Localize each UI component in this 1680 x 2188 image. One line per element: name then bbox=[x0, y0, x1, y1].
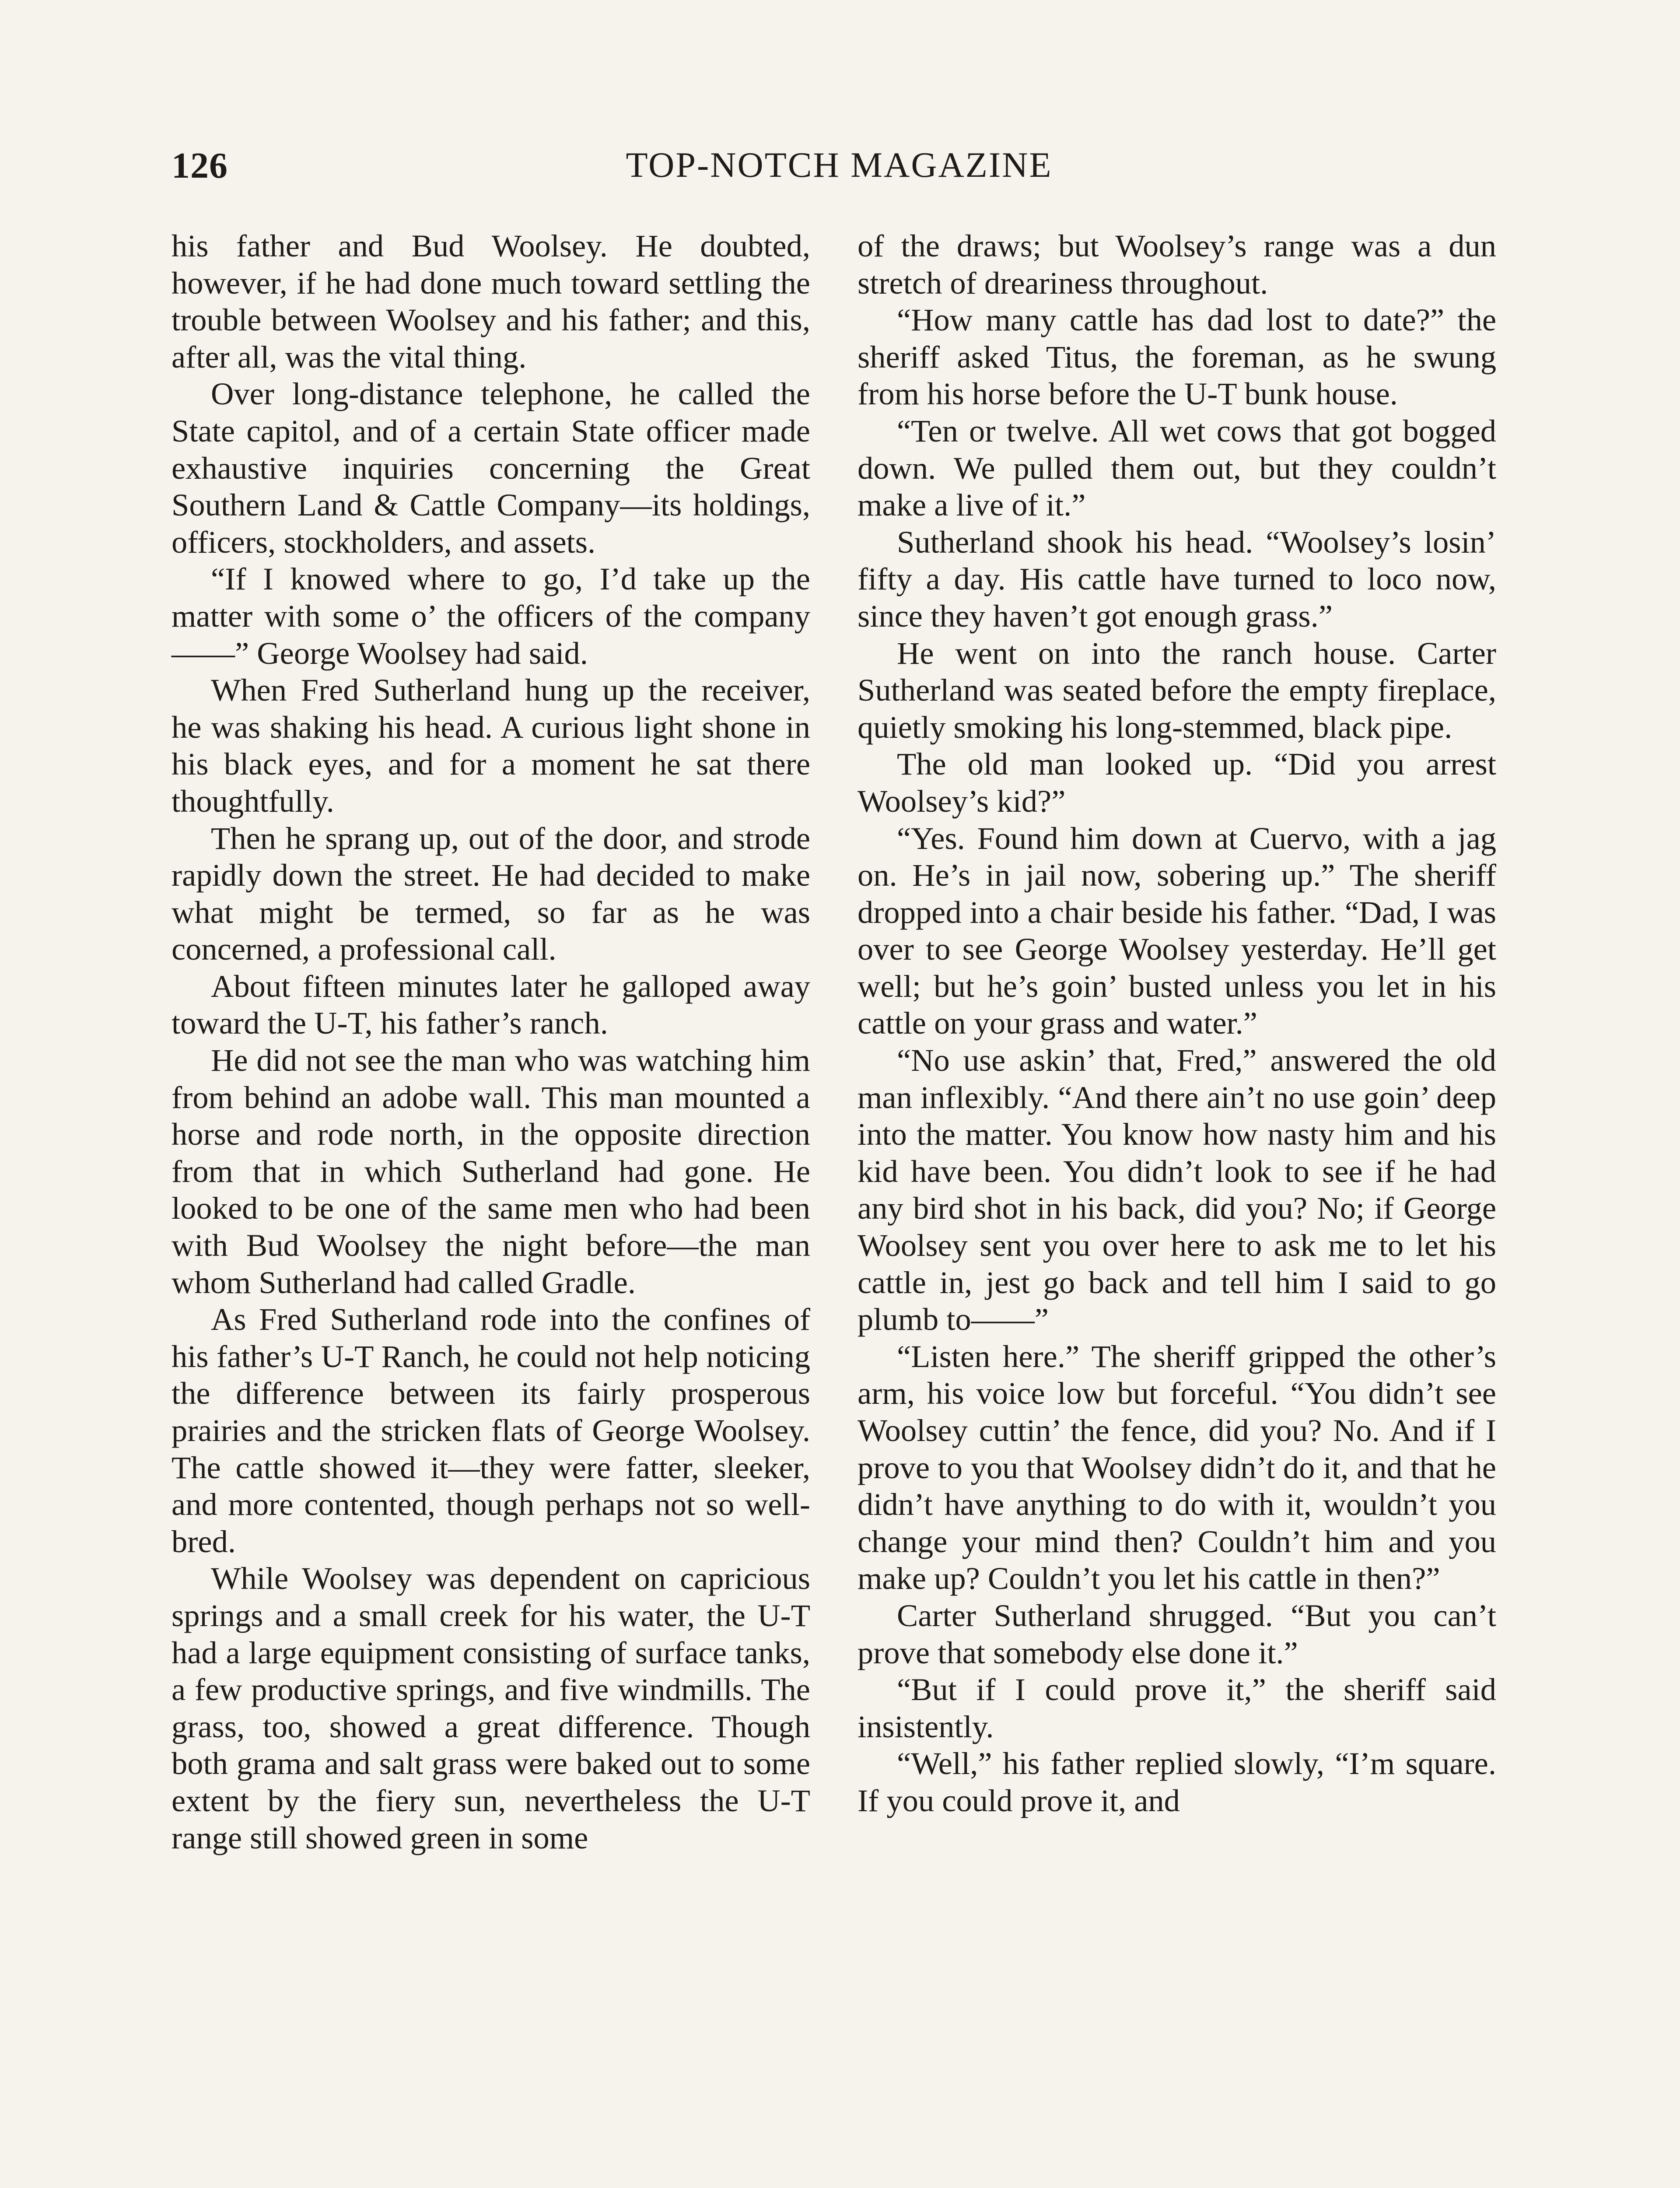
paragraph: “How many cattle has dad lost to date?” the sheriff asked Titus, the foreman, as he swung from his horse before the U-T bunk house. bbox=[858, 302, 1496, 412]
running-head: TOP-NOTCH MAGAZINE bbox=[626, 145, 1053, 185]
paragraph: As Fred Sutherland rode into the confines of his father’s U-T Ranch, he could not help noticing the difference between its fairly prosperous prairies and the stricken flats of George Woolsey. The cattle showed it—they were fatter, sleeker, and more contented, though perhaps not so well-bred. bbox=[172, 1301, 810, 1559]
paragraph: “No use askin’ that, Fred,” answered the old man inflexibly. “And there ain’t no use goin’ deep into the matter. You know how nasty him and his kid have been. You didn’t look to see if he had any bird shot in his back, did you? No; if George Woolsey sent you over here to ask me to let his cattle in, jest go back and tell him I said to go plumb to——” bbox=[858, 1042, 1496, 1337]
paragraph: “Well,” his father replied slowly, “I’m square. If you could prove it, and bbox=[858, 1746, 1496, 1818]
paragraph: He did not see the man who was watching him from behind an adobe wall. This man mounted a horse and rode north, in the opposite direction from that in which Sutherland had gone. He looked to be one of the same men who had been with Bud Woolsey the night before—the man whom Sutherland had called Gradle. bbox=[172, 1042, 810, 1300]
paragraph: He went on into the ranch house. Carter Sutherland was seated before the empty fireplace, quietly smoking his long-stemmed, black pipe. bbox=[858, 635, 1496, 745]
page-number: 126 bbox=[172, 145, 228, 186]
paragraph: Sutherland shook his head. “Woolsey’s losin’ fifty a day. His cattle have turned to loco now, since they haven’t got enough grass.” bbox=[858, 524, 1496, 634]
paragraph: Over long-distance telephone, he called the State capitol, and of a certain State officer made exhaustive inquiries concerning the Great Southern Land & Cattle Company—its holdings, officers, stockholders, and assets. bbox=[172, 376, 810, 560]
page-header bbox=[172, 144, 1507, 197]
paragraph: The old man looked up. “Did you arrest Woolsey’s kid?” bbox=[858, 746, 1496, 819]
paragraph: Carter Sutherland shrugged. “But you can’t prove that somebody else done it.” bbox=[858, 1597, 1496, 1670]
paragraph: When Fred Sutherland hung up the receiver, he was shaking his head. A curious light shone in his black eyes, and for a moment he sat there thoughtfully. bbox=[172, 672, 810, 819]
paragraph: “Ten or twelve. All wet cows that got bogged down. We pulled them out, but they couldn’t make a live of it.” bbox=[858, 413, 1496, 523]
paragraph: “Listen here.” The sheriff gripped the other’s arm, his voice low but forceful. “You didn’t see Woolsey cuttin’ the fence, did you? No. And if I prove to you that Woolsey didn’t do it, and that he didn’t have anything to do with it, wouldn’t you change your mind then? Couldn’t him and you make up? Couldn’t you let his cattle in then?” bbox=[858, 1338, 1496, 1596]
paragraph: his father and Bud Woolsey. He doubted, however, if he had done much toward settling the trouble between Woolsey and his father; and this, after all, was the vital thing. bbox=[172, 228, 810, 375]
left-column bbox=[172, 228, 810, 1856]
paragraph: of the draws; but Woolsey’s range was a dun stretch of dreariness throughout. bbox=[858, 228, 1496, 301]
paragraph: Then he sprang up, out of the door, and strode rapidly down the street. He had decided to make what might be termed, so far as he was concerned, a professional call. bbox=[172, 820, 810, 967]
paragraph: About fifteen minutes later he galloped away toward the U-T, his father’s ranch. bbox=[172, 968, 810, 1041]
paragraph: “But if I could prove it,” the sheriff said insistently. bbox=[858, 1672, 1496, 1744]
right-column bbox=[858, 228, 1496, 1820]
paragraph: “If I knowed where to go, I’d take up the matter with some o’ the officers of the company——” George Woolsey had said. bbox=[172, 561, 810, 671]
paragraph: While Woolsey was dependent on capricious springs and a small creek for his water, the U-T had a large equipment consisting of surface tanks, a few productive springs, and five windmills. The grass, too, showed a great difference. Though both grama and salt grass were baked out to some extent by the fiery sun, nevertheless the U-T range still showed green in some bbox=[172, 1560, 810, 1855]
paragraph: “Yes. Found him down at Cuervo, with a jag on. He’s in jail now, sobering up.” The sheriff dropped into a chair beside his father. “Dad, I was over to see George Woolsey yesterday. He’ll get well; but he’s goin’ busted unless you let in his cattle on your grass and water.” bbox=[858, 820, 1496, 1041]
